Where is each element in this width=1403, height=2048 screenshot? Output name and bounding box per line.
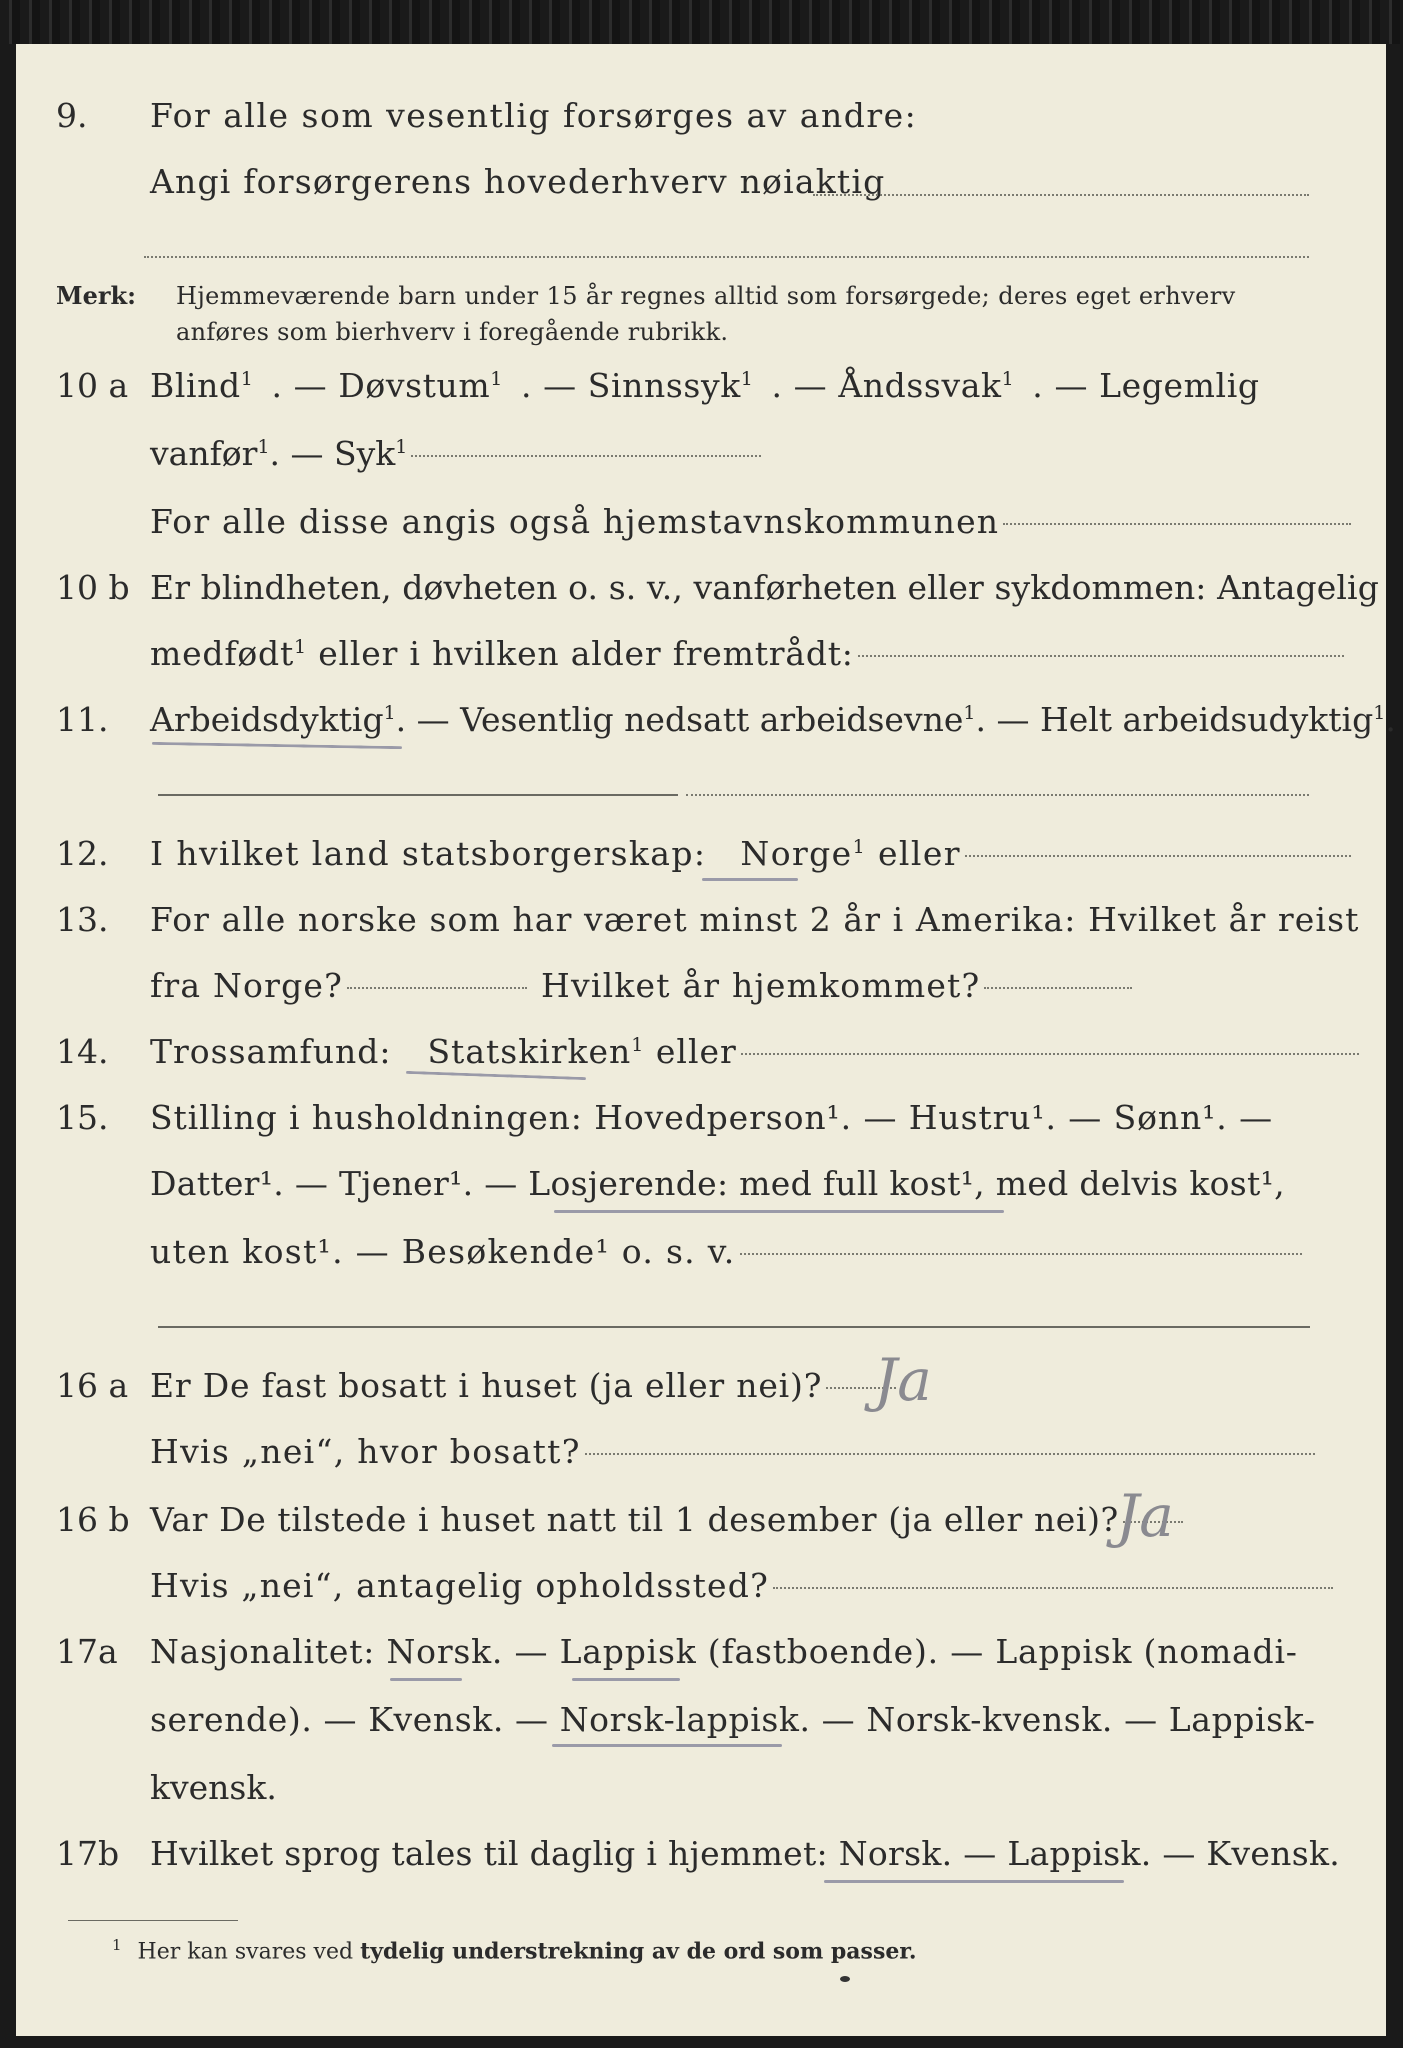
handwritten-underline xyxy=(152,742,402,749)
note-text: Hjemmeværende barn under 15 år regnes alltid som forsørgede; deres eget erhverv xyxy=(176,282,1236,310)
option-blind[interactable]: Blind xyxy=(150,366,241,405)
option-nedsatt[interactable]: . — Vesentlig nedsatt arbeidsevne xyxy=(395,700,964,739)
option-norge[interactable]: Norge xyxy=(740,834,853,873)
handwritten-answer: Ja xyxy=(874,1346,932,1414)
question-text: Angi forsørgerens hovederhverv nøiaktig xyxy=(150,162,886,201)
question-text: Trossamfund: xyxy=(150,1032,392,1071)
question-text: For alle som vesentlig forsørges av andre: xyxy=(150,96,918,135)
answer-line[interactable] xyxy=(144,256,1309,258)
footnote-ref: 1 xyxy=(294,636,307,658)
answer-line[interactable] xyxy=(773,1587,1333,1589)
footnote-ref: 1 xyxy=(1001,368,1015,390)
footnote-ref: 1 xyxy=(852,836,867,858)
question-text: uten kost¹. — Besøkende¹ o. s. v. xyxy=(150,1232,736,1271)
question-text: Var De tilstede i huset natt til 1 desember (ja eller nei)? xyxy=(150,1500,1119,1539)
option-statskirken[interactable]: Statskirken xyxy=(427,1032,632,1071)
handwritten-underline xyxy=(702,878,798,881)
handwritten-underline xyxy=(406,1071,586,1080)
question-text: fra Norge? xyxy=(150,966,344,1005)
footnote-ref: 1 xyxy=(740,368,754,390)
question-number: 10 a xyxy=(56,366,129,405)
option-legemlig[interactable]: . — Legemlig xyxy=(1032,366,1260,405)
question-text: Hvis „nei“, antagelig opholdssted? xyxy=(150,1566,769,1605)
question-number: 16 a xyxy=(56,1366,129,1405)
option-medfodt[interactable]: medfødt xyxy=(150,634,295,673)
footnote-ref: 1 xyxy=(631,1034,645,1056)
handwritten-underline xyxy=(390,1678,462,1681)
question-number: 12. xyxy=(56,834,109,873)
option-udyktig[interactable]: . — Helt arbeidsudyktig xyxy=(975,700,1374,739)
answer-line[interactable] xyxy=(347,987,527,989)
question-text: eller xyxy=(866,834,961,873)
footnote-ref: 1 xyxy=(257,436,270,458)
answer-line[interactable] xyxy=(858,655,1344,657)
footnote-ref: 1 xyxy=(963,702,976,724)
divider xyxy=(158,1326,1310,1328)
footnote-divider xyxy=(68,1920,238,1921)
question-text: I hvilket land statsborgerskap: xyxy=(150,834,707,873)
scan-top-edge xyxy=(0,0,1403,44)
answer-line[interactable] xyxy=(740,1253,1302,1255)
question-text: Datter¹. — Tjener¹. — Losjerende: med full kost¹, med delvis kost¹, xyxy=(150,1164,1285,1203)
footnote-ref: 1 xyxy=(383,702,396,724)
answer-line[interactable] xyxy=(411,455,761,457)
question-number: 13. xyxy=(56,900,109,939)
footnote-mark: 1 xyxy=(112,1936,122,1954)
footnote xyxy=(112,1930,917,1967)
question-number: 14. xyxy=(56,1032,109,1071)
census-form-page xyxy=(16,44,1396,2036)
question-text: Hvilket år hjemkommet? xyxy=(541,966,981,1005)
option-vanfor[interactable]: vanfør xyxy=(150,434,258,473)
question-text: Stilling i husholdningen: Hovedperson¹. — Hustru¹. — Sønn¹. — xyxy=(150,1098,1273,1137)
answer-line[interactable] xyxy=(585,1453,1315,1455)
question-number: 17a xyxy=(56,1632,118,1671)
footnote-bold-text: tydelig understrekning av de ord som passer. xyxy=(360,1938,917,1965)
punctuation: . xyxy=(1385,700,1396,739)
question-text: serende). — Kvensk. — Norsk-lappisk. — Norsk-kvensk. — Lappisk- xyxy=(150,1700,1316,1739)
question-text: eller xyxy=(644,1032,737,1071)
option-sinnssyk[interactable]: . — Sinnssyk xyxy=(520,366,741,405)
option-arbeidsdyktig[interactable]: Arbeidsdyktig xyxy=(150,700,384,739)
footnote-ref: 1 xyxy=(240,368,254,390)
question-number: 10 b xyxy=(56,568,130,607)
question-text: Hvis „nei“, hvor bosatt? xyxy=(150,1432,581,1471)
question-text: For alle disse angis også hjemstavnskommunen xyxy=(150,502,1000,541)
question-number: 15. xyxy=(56,1098,109,1137)
handwritten-underline xyxy=(572,1678,680,1681)
answer-line[interactable] xyxy=(686,794,1309,796)
answer-line[interactable] xyxy=(965,855,1351,857)
note-label: Merk: xyxy=(56,281,136,310)
footnote-ref: 1 xyxy=(490,368,503,390)
question-text: kvensk. xyxy=(150,1768,277,1807)
question-text: Er blindheten, døvheten o. s. v., vanførheten eller sykdommen: Antagelig xyxy=(150,568,1379,607)
question-text: Nasjonalitet: Norsk. — Lappisk (fastboende). — Lappisk (nomadi- xyxy=(150,1632,1298,1671)
question-number: 17b xyxy=(56,1834,120,1873)
question-text: Hvilket sprog tales til daglig i hjemmet: Norsk. — Lappisk. — Kvensk. xyxy=(150,1834,1341,1873)
footnote-ref: 1 xyxy=(1373,702,1386,724)
question-text: Er De fast bosatt i huset (ja eller nei)? xyxy=(150,1366,823,1405)
question-number: 16 b xyxy=(56,1500,130,1539)
question-text: For alle norske som har været minst 2 år i Amerika: Hvilket år reist xyxy=(150,900,1360,939)
option-dovstum[interactable]: . — Døvstum xyxy=(271,366,491,405)
option-syk[interactable]: . — Syk xyxy=(269,434,396,473)
handwritten-underline xyxy=(552,1744,782,1747)
question-number: 9. xyxy=(56,96,88,135)
ink-smudge xyxy=(840,1976,850,1982)
handwritten-underline xyxy=(824,1880,1124,1883)
answer-line[interactable] xyxy=(741,1053,1359,1055)
question-number: 11. xyxy=(56,700,109,739)
answer-line[interactable] xyxy=(813,194,1309,196)
answer-line[interactable] xyxy=(1003,523,1351,525)
divider xyxy=(158,794,678,796)
handwritten-answer: Ja xyxy=(1116,1482,1174,1550)
footnote-text: Her kan svares ved xyxy=(137,1939,361,1965)
footnote-ref: 1 xyxy=(395,436,408,458)
question-text: eller i hvilken alder fremtrådt: xyxy=(306,634,854,673)
handwritten-underline xyxy=(554,1210,1004,1213)
note-text: anføres som bierhverv i foregående rubrikk. xyxy=(176,318,729,346)
option-andssvak[interactable]: . — Åndssvak xyxy=(771,366,1002,405)
answer-line[interactable] xyxy=(984,987,1132,989)
